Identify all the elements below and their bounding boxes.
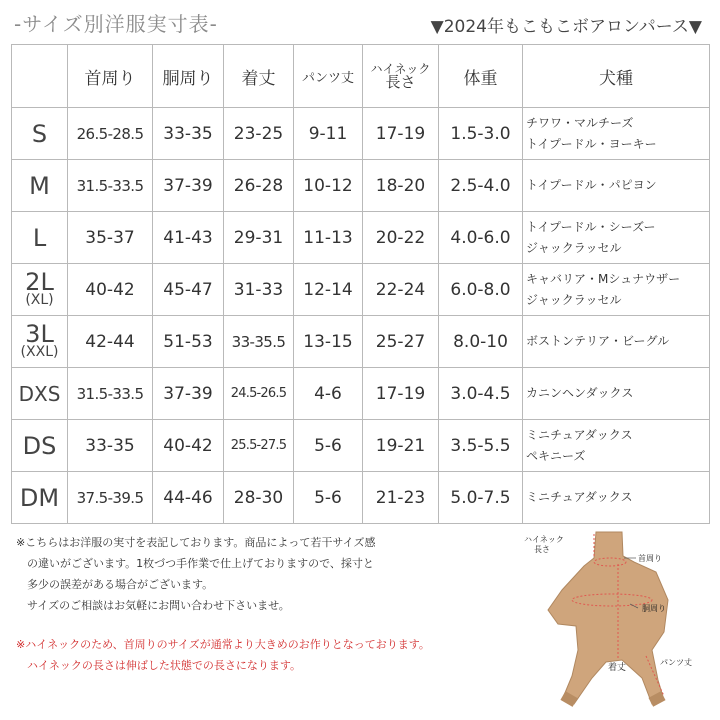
product-title: ▼2024年もこもこボアロンパース▼ [430,17,702,37]
size-cell [12,316,68,368]
table-row [12,108,710,160]
size-sub-label: (XXL) [20,344,59,360]
weight-cell: 3.0-4.5 [439,368,523,420]
length-cell: 24.5-26.5 [224,368,294,420]
breed-line1: ミニチュアダックス [526,427,633,442]
notes-block [16,532,516,616]
neck-cell: 37.5-39.5 [68,472,153,524]
note-line: 多少の誤差がある場合がございます。 [27,578,214,591]
table-row [12,420,710,472]
header-cell-size [12,45,68,108]
neck-cell: 26.5-28.5 [68,108,153,160]
warning-line: ハイネックの長さは伸ばした状態での長さになります。 [27,659,302,672]
diagram-label-highneck-2: 長さ [534,545,550,554]
pants-cell: 10-12 [294,160,363,212]
highneck-cell: 19-21 [363,420,439,472]
header-cell-weight: 体重 [439,45,523,108]
breed-line2: トイプードル・ヨーキー [526,136,657,151]
size-label: DM [19,483,60,512]
size-cell [12,212,68,264]
weight-cell: 1.5-3.0 [439,108,523,160]
chest-cell: 45-47 [153,264,224,316]
neck-cell: 35-37 [68,212,153,264]
length-cell: 26-28 [224,160,294,212]
length-cell: 25.5-27.5 [224,420,294,472]
chest-cell: 51-53 [153,316,224,368]
table-row [12,212,710,264]
page-title: -サイズ別洋服実寸表- [14,12,218,36]
header-cell-length: 着丈 [224,45,294,108]
breed-cell [523,264,710,316]
length-cell: 31-33 [224,264,294,316]
chest-cell: 37-39 [153,368,224,420]
weight-cell: 6.0-8.0 [439,264,523,316]
pants-cell: 4-6 [294,368,363,420]
size-cell [12,368,68,420]
header-cell-highneck [363,45,439,108]
neck-cell: 33-35 [68,420,153,472]
breed-cell [523,212,710,264]
diagram-label-chest: 胴周り [642,604,666,613]
neck-cell: 42-44 [68,316,153,368]
weight-cell: 2.5-4.0 [439,160,523,212]
header-highneck-line1: ハイネック [370,61,431,76]
size-cell [12,472,68,524]
breed-line1: チワワ・マルチーズ [526,115,634,130]
header-cell-chest: 胴周り [153,45,224,108]
table-row [12,264,710,316]
size-label: 2L [25,268,54,296]
table-row [12,368,710,420]
size-label: DXS [18,381,61,406]
breed-cell [523,316,710,368]
breed-cell [523,472,710,524]
size-cell [12,264,68,316]
size-sub-label: (XL) [25,292,54,308]
size-cell [12,420,68,472]
header-cell-neck: 首周り [68,45,153,108]
header-cell-breed: 犬種 [523,45,710,108]
weight-cell: 4.0-6.0 [439,212,523,264]
warning-line: ※ハイネックのため、首周りのサイズが通常より大きめのお作りとなっております。 [16,638,430,651]
diagram-label-pants: パンツ丈 [660,658,692,667]
neck-cell: 31.5-33.5 [68,368,153,420]
header-highneck-line2: 長さ [385,72,416,91]
size-label: DS [22,431,57,460]
note-line: サイズのご相談はお気軽にお問い合わせ下さいませ。 [27,599,290,612]
breed-line1: キャバリア・Mシュナウザー [526,271,681,286]
pants-cell: 5-6 [294,472,363,524]
breed-cell [523,160,710,212]
neck-cell: 31.5-33.5 [68,160,153,212]
note-line: の違いがございます。1枚づつ手作業で仕上げておりますので、採寸と [27,557,374,570]
size-label: L [32,223,47,252]
size-label: S [31,119,48,148]
table-row [12,472,710,524]
highneck-cell: 25-27 [363,316,439,368]
breed-line2: ジャックラッセル [526,240,622,255]
weight-cell: 5.0-7.5 [439,472,523,524]
weight-cell: 3.5-5.5 [439,420,523,472]
length-cell: 29-31 [224,212,294,264]
chest-cell: 33-35 [153,108,224,160]
size-label: M [29,171,50,200]
note-line: ※こちらはお洋服の実寸を表記しております。商品によって若干サイズ感 [16,536,376,549]
breed-cell [523,368,710,420]
pants-cell: 9-11 [294,108,363,160]
length-cell: 28-30 [224,472,294,524]
diagram-label-highneck-1: ハイネック [524,535,564,544]
chest-cell: 41-43 [153,212,224,264]
warning-block [16,634,526,676]
diagram-label-neck: 首周り [638,554,662,563]
breed-cell [523,420,710,472]
pants-cell: 11-13 [294,212,363,264]
highneck-cell: 22-24 [363,264,439,316]
size-cell [12,160,68,212]
length-cell: 23-25 [224,108,294,160]
neck-cell: 40-42 [68,264,153,316]
table-row [12,160,710,212]
pants-cell: 13-15 [294,316,363,368]
highneck-cell: 17-19 [363,108,439,160]
breed-line1: トイプードル・パピヨン [526,178,657,192]
chest-cell: 40-42 [153,420,224,472]
breed-line1: ミニチュアダックス [526,490,633,504]
breed-cell [523,108,710,160]
pants-cell: 5-6 [294,420,363,472]
garment-diagram [518,528,718,718]
breed-line2: ペキニーズ [526,448,586,463]
breed-line1: ボストンテリア・ビーグル [526,334,670,348]
size-table [11,44,710,524]
table-row [12,316,710,368]
breed-line2: ジャックラッセル [526,292,622,307]
breed-line1: カニンヘンダックス [526,386,634,400]
pants-cell: 12-14 [294,264,363,316]
size-cell [12,108,68,160]
chest-cell: 44-46 [153,472,224,524]
length-cell: 33-35.5 [224,316,294,368]
chest-cell: 37-39 [153,160,224,212]
breed-line1: トイプードル・シーズー [526,219,656,234]
table-header-row [12,45,710,108]
highneck-cell: 20-22 [363,212,439,264]
header-cell-pants: パンツ丈 [294,45,363,108]
highneck-cell: 18-20 [363,160,439,212]
highneck-cell: 21-23 [363,472,439,524]
diagram-label-length: 着丈 [608,663,627,673]
highneck-cell: 17-19 [363,368,439,420]
weight-cell: 8.0-10 [439,316,523,368]
size-label: 3L [25,320,54,348]
